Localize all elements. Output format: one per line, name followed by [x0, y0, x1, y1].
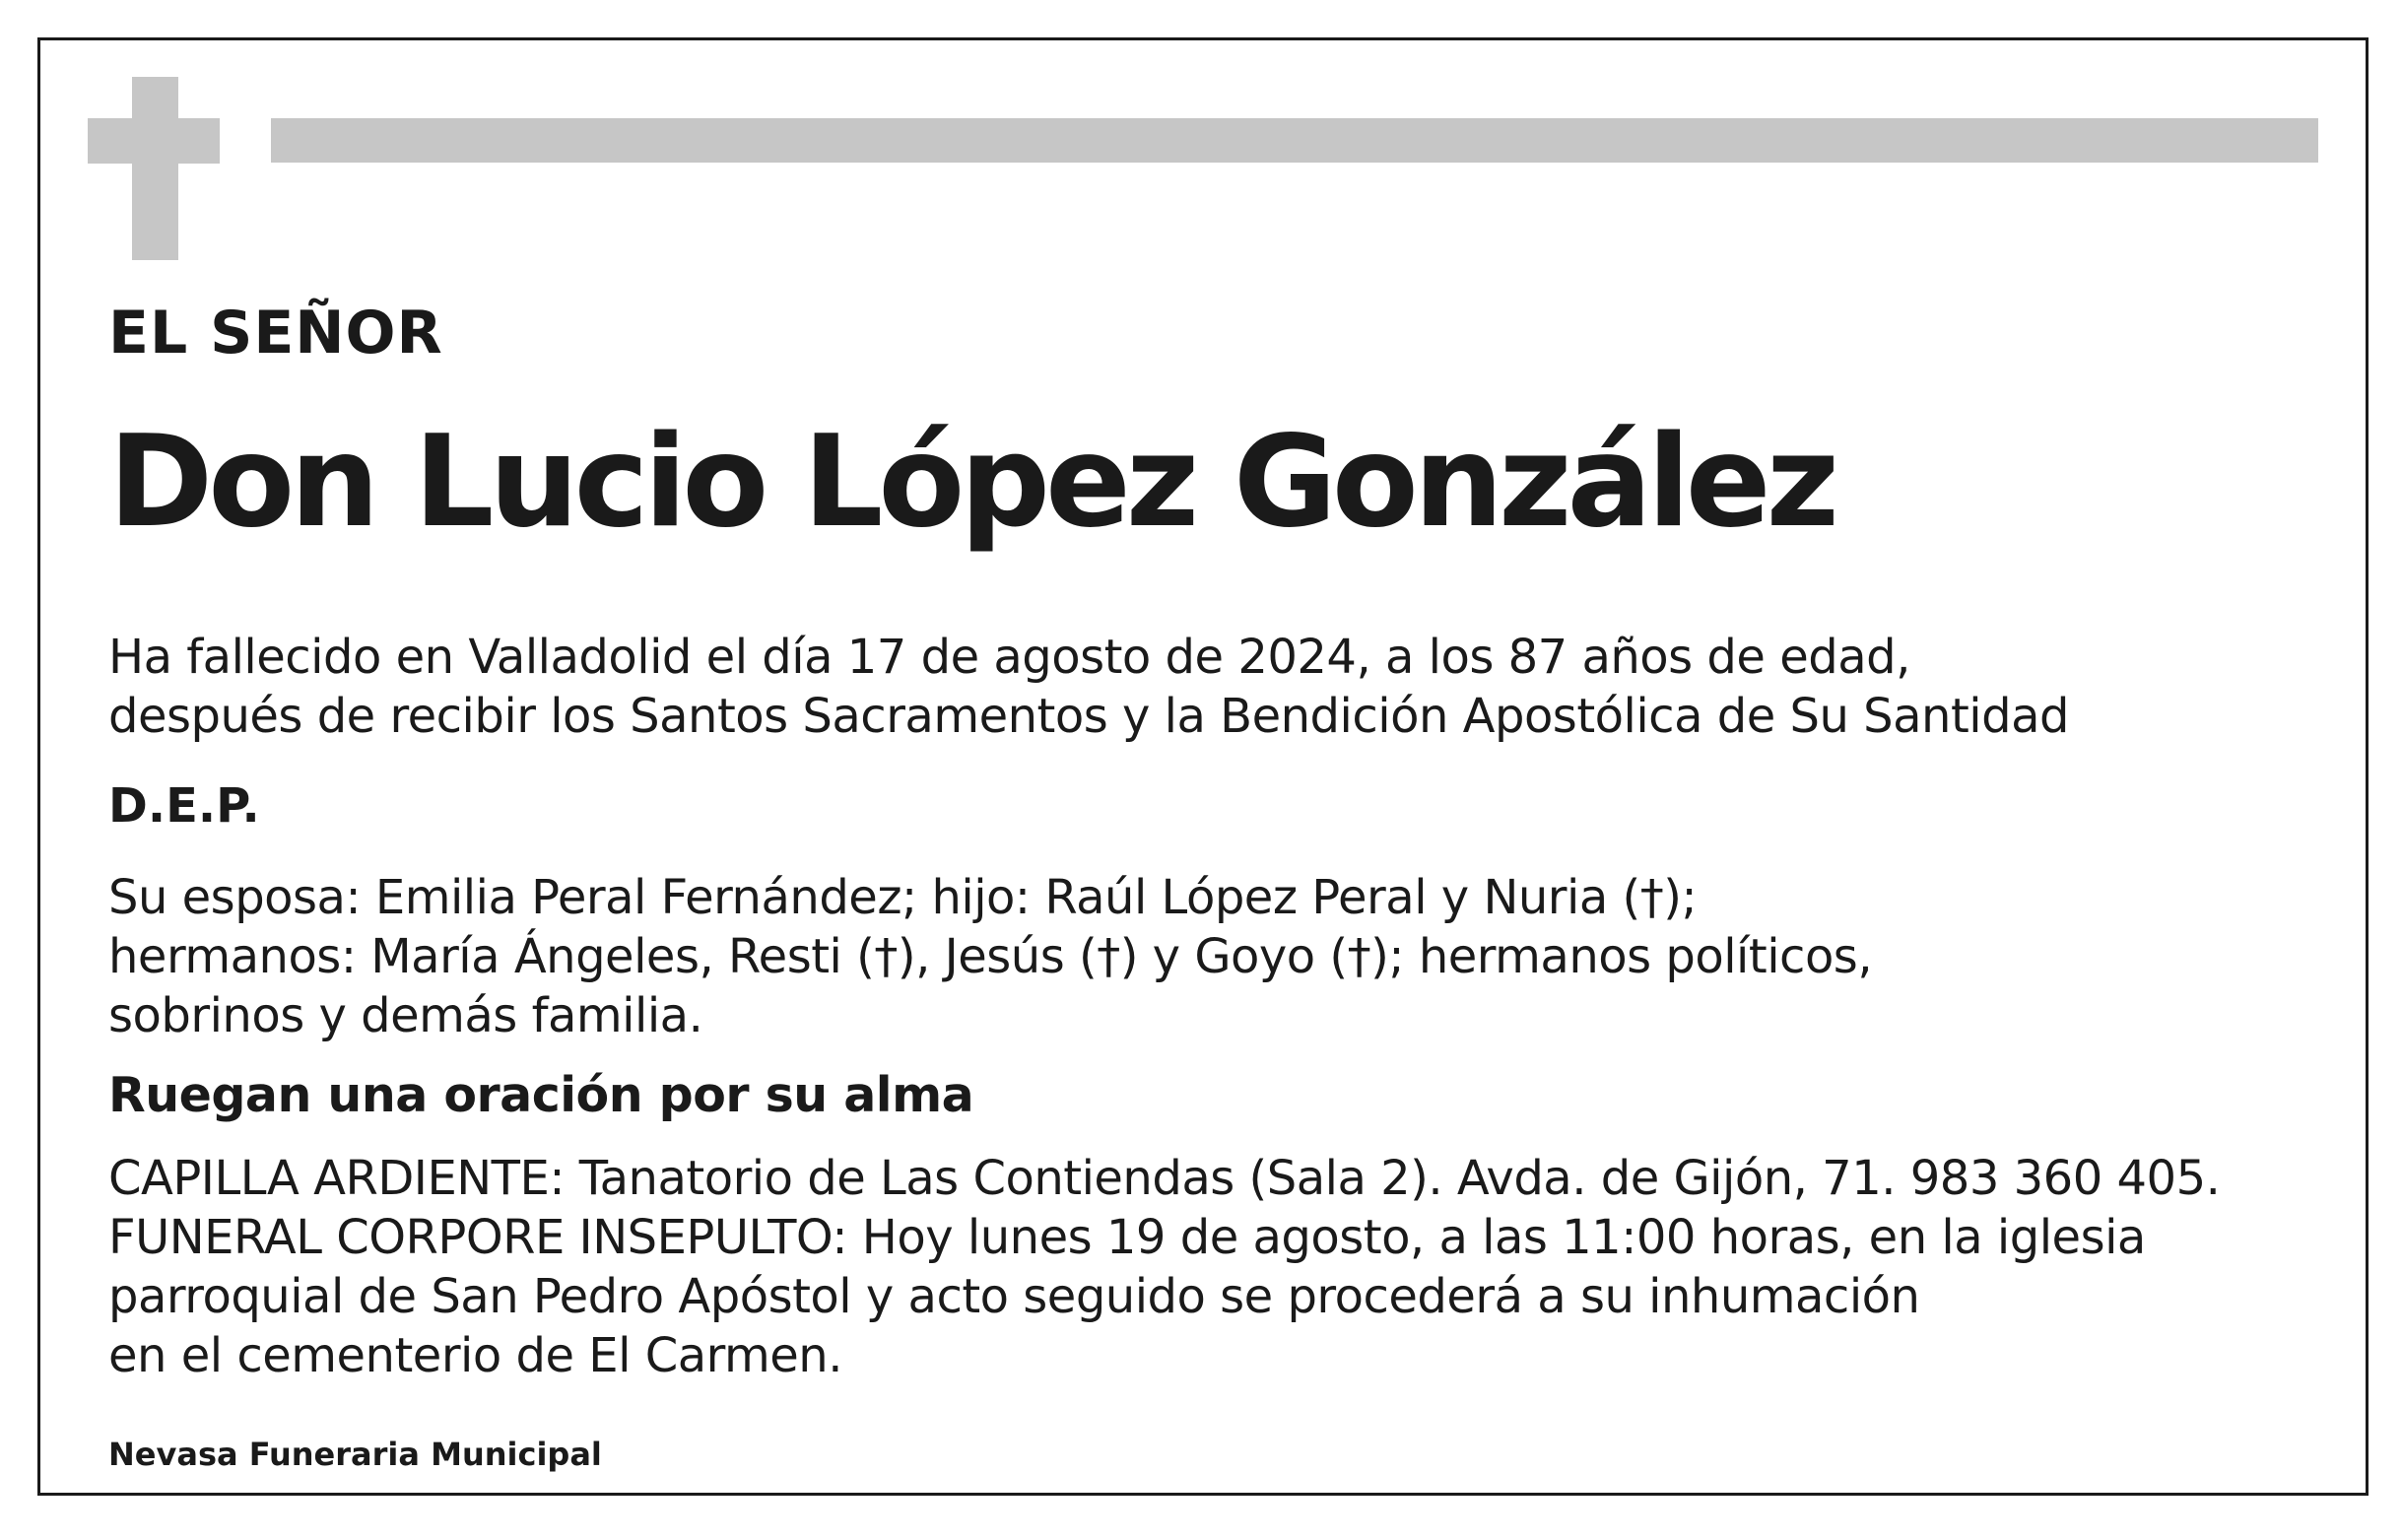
- family-line: sobrinos y demás familia.: [108, 988, 703, 1043]
- detail-line: parroquial de San Pedro Apóstol y acto seguido se procederá a su inhumación: [108, 1269, 1920, 1324]
- cross-icon-horizontal: [88, 118, 220, 164]
- cross-icon-vertical: [132, 77, 178, 260]
- family-list: [108, 868, 1872, 1045]
- death-line: después de recibir los Santos Sacramentos y la Bendición Apostólica de Su Santidad: [108, 689, 2069, 744]
- funeral-home: Nevasa Funeraria Municipal: [108, 1436, 602, 1473]
- deceased-name: Don Lucio López González: [108, 409, 1835, 556]
- header-rule: [271, 118, 2318, 163]
- detail-line: FUNERAL CORPORE INSEPULTO: Hoy lunes 19 de agosto, a las 11:00 horas, en la iglesia: [108, 1210, 2146, 1265]
- family-line: Su esposa: Emilia Peral Fernández; hijo: Raúl López Peral y Nuria (†);: [108, 870, 1698, 925]
- dep-label: D.E.P.: [108, 778, 260, 834]
- detail-line: en el cementerio de El Carmen.: [108, 1328, 842, 1383]
- family-line: hermanos: María Ángeles, Resti (†), Jesús (†) y Goyo (†); hermanos políticos,: [108, 929, 1873, 984]
- detail-line: CAPILLA ARDIENTE: Tanatorio de Las Contiendas (Sala 2). Avda. de Gijón, 71. 983 360 405.: [108, 1151, 2221, 1206]
- honorific: EL SEÑOR: [108, 299, 443, 368]
- prayer-request: Ruegan una oración por su alma: [108, 1067, 974, 1123]
- service-details: [108, 1149, 2220, 1385]
- death-announcement: [108, 628, 2069, 746]
- death-line: Ha fallecido en Valladolid el día 17 de agosto de 2024, a los 87 años de edad,: [108, 630, 1910, 685]
